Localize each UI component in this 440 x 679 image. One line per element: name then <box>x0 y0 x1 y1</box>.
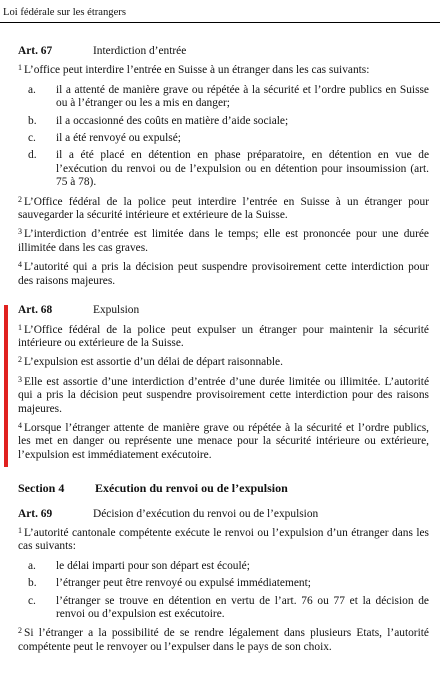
article-number: Art. 67 <box>18 45 53 57</box>
paragraph-text: L’interdiction d’entrée est limitée dans le temps; elle est prononcée pour une durée illimitée dans les cas graves. <box>18 228 429 254</box>
list-item <box>18 560 429 573</box>
paragraph-2 <box>18 196 429 223</box>
letter-list <box>18 84 429 190</box>
paragraph-2 <box>18 627 429 654</box>
paragraph-text: Si l’étranger a la possibilité de se rendre légalement dans plusieurs Etats, l’autorité compétente peut le renvoyer ou l’expulser dans le pays de son choix. <box>18 627 429 653</box>
article-title: Interdiction d’entrée <box>93 45 187 57</box>
paragraph-1 <box>18 64 429 77</box>
list-text: il a été renvoyé ou expulsé; <box>56 132 181 145</box>
paragraph-number: 4 <box>18 260 22 270</box>
article-title: Expulsion <box>93 304 140 317</box>
paragraph-text: Elle est assortie d’une interdiction d’entrée d’une durée limitée ou illimitée. L’autorité qui a pris la décision peut suspendre provisoirement cette interdiction pour des raisons majeures. <box>18 375 429 415</box>
list-letter: b. <box>28 577 37 590</box>
article-heading <box>18 45 429 58</box>
list-text: il a occasionné des coûts en matière d’aide sociale; <box>56 114 289 127</box>
paragraph-text: L’expulsion est assortie d’un délai de départ raisonnable. <box>24 356 283 369</box>
paragraph-number: 3 <box>18 374 22 384</box>
paragraph-number: 3 <box>18 227 22 237</box>
running-header: Loi fédérale sur les étrangers <box>3 7 126 18</box>
paragraph-number: 2 <box>18 355 22 365</box>
list-text: il a attenté de manière grave ou répétée à la sécurité et l’ordre publics en Suisse ou à l’étranger ou les a mis en danger; <box>56 83 429 110</box>
list-letter: c. <box>28 594 36 607</box>
paragraph-text: L’Office fédéral de la police peut expulser un étranger pour maintenir la sécurité intérieure ou extérieure de la Suisse. <box>18 323 429 349</box>
list-text: le délai imparti pour son départ est écoulé; <box>56 559 250 572</box>
list-item <box>18 84 429 111</box>
paragraph-4 <box>18 422 429 462</box>
list-item <box>18 595 429 622</box>
paragraph-1 <box>18 527 429 554</box>
section-heading <box>18 482 429 495</box>
list-letter: a. <box>28 83 36 96</box>
paragraph-text: Lorsque l’étranger attente de manière grave ou répétée à la sécurité et l’ordre publics, les met en danger ou représente une menace pour la sécurité intérieure ou extérieure, l’expulsion est immédiatement exécutoire. <box>18 421 429 461</box>
article-heading <box>18 508 429 521</box>
list-letter: a. <box>28 559 36 572</box>
paragraph-1 <box>18 324 429 351</box>
section-number: Section 4 <box>18 481 65 496</box>
letter-list <box>18 560 429 622</box>
article-67 <box>18 45 429 288</box>
paragraph-text: L’autorité cantonale compétente exécute le renvoi ou l’expulsion d’un étranger dans les cas suivants: <box>18 526 429 553</box>
paragraph-number: 1 <box>18 322 22 332</box>
paragraph-number: 2 <box>18 626 22 636</box>
header-rule <box>0 22 440 23</box>
paragraph-text: L’Office fédéral de la police peut interdire l’entrée en Suisse à un étranger pour sauvegarder la sécurité intérieure et extérieure de la Suisse. <box>18 195 429 222</box>
article-title: Décision d’exécution du renvoi ou de l’expulsion <box>93 507 319 520</box>
paragraph-4 <box>18 261 429 288</box>
paragraph-number: 1 <box>18 525 22 535</box>
paragraph-text: L’autorité qui a pris la décision peut suspendre provisoirement cette interdiction pour des raisons majeures. <box>18 261 429 287</box>
paragraph-2 <box>18 356 429 369</box>
article-69 <box>18 508 429 655</box>
article-number: Art. 68 <box>18 304 53 317</box>
article-heading <box>18 304 429 317</box>
paragraph-number: 4 <box>18 420 22 430</box>
list-letter: d. <box>28 149 37 162</box>
list-letter: c. <box>28 132 36 145</box>
list-item <box>18 577 429 590</box>
list-letter: b. <box>28 114 37 127</box>
paragraph-text: L’office peut interdire l’entrée en Suisse à un étranger dans les cas suivants: <box>24 64 370 77</box>
paragraph-3 <box>18 376 429 416</box>
document-body <box>18 45 429 660</box>
change-bar <box>4 305 8 467</box>
paragraph-3 <box>18 228 429 255</box>
list-text: l’étranger peut être renvoyé ou expulsé immédiatement; <box>56 577 311 590</box>
paragraph-number: 2 <box>18 194 22 204</box>
list-item <box>18 149 429 189</box>
article-68 <box>18 304 429 462</box>
list-text: l’étranger se trouve en détention en vertu de l’art. 76 ou 77 et la décision de renvoi ou d’expulsion est exécutoire. <box>56 594 429 620</box>
section-title: Exécution du renvoi ou de l’expulsion <box>95 481 288 496</box>
list-item <box>18 132 429 145</box>
article-number: Art. 69 <box>18 507 53 520</box>
list-item <box>18 115 429 128</box>
paragraph-number: 1 <box>18 63 22 73</box>
list-text: il a été placé en détention en phase préparatoire, en détention en vue de l’exécution du renvoi ou de l’expulsion ou en détention pour insoumission (art. 75 à 78). <box>56 149 429 189</box>
